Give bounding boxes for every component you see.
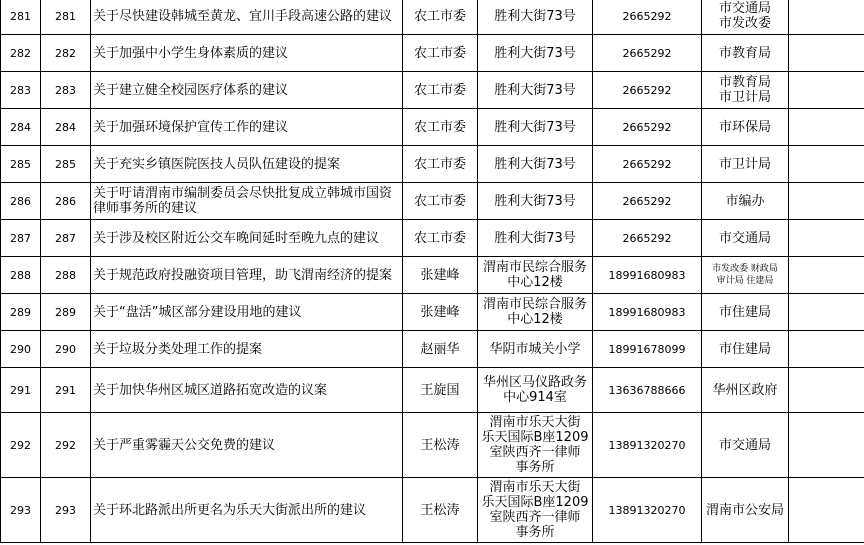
row-dept-cell: 市交通局 xyxy=(702,220,789,257)
row-seq-cell: 290 xyxy=(1,331,41,368)
row-phone-cell: 2665292 xyxy=(593,146,702,183)
row-address-cell: 胜利大街73号 xyxy=(478,0,593,35)
row-id-cell: 290 xyxy=(41,331,91,368)
row-dept-cell: 市交通局 市发改委 xyxy=(702,0,789,35)
row-address-cell: 渭南市民综合服务中心12楼 xyxy=(478,257,593,294)
row-id-cell: 292 xyxy=(41,413,91,478)
row-proposer-cell: 赵丽华 xyxy=(403,331,478,368)
row-title-cell: 关于“盘活”城区部分建设用地的建议 xyxy=(91,294,403,331)
table-row xyxy=(1,294,864,331)
row-id-cell: 293 xyxy=(41,478,91,543)
row-proposer-cell: 张建峰 xyxy=(403,257,478,294)
row-phone-cell: 13636788666 xyxy=(593,368,702,413)
row-empty-cell xyxy=(789,109,864,146)
row-proposer-cell: 农工市委 xyxy=(403,0,478,35)
row-proposer-cell: 农工市委 xyxy=(403,109,478,146)
table-row xyxy=(1,413,864,478)
table-row xyxy=(1,146,864,183)
row-phone-cell: 13891320270 xyxy=(593,478,702,543)
row-dept-cell: 市住建局 xyxy=(702,331,789,368)
row-phone-cell: 2665292 xyxy=(593,35,702,72)
row-seq-cell: 288 xyxy=(1,257,41,294)
table-row xyxy=(1,220,864,257)
row-title-cell: 关于涉及校区附近公交车晚间延时至晚九点的建议 xyxy=(91,220,403,257)
row-address-cell: 胜利大街73号 xyxy=(478,146,593,183)
row-empty-cell xyxy=(789,294,864,331)
row-phone-cell: 13891320270 xyxy=(593,413,702,478)
row-phone-cell: 2665292 xyxy=(593,183,702,220)
row-id-cell: 281 xyxy=(41,0,91,35)
row-address-cell: 渭南市乐天大街 乐天国际B座1209 室陕西齐一律师 事务所 xyxy=(478,413,593,478)
row-dept-cell: 市教育局 xyxy=(702,35,789,72)
row-empty-cell xyxy=(789,183,864,220)
row-proposer-cell: 农工市委 xyxy=(403,146,478,183)
row-dept-cell: 市环保局 xyxy=(702,109,789,146)
row-address-cell: 渭南市民综合服务中心12楼 xyxy=(478,294,593,331)
row-title-cell: 关于建立健全校园医疗体系的建议 xyxy=(91,72,403,109)
row-seq-cell: 282 xyxy=(1,35,41,72)
row-title-cell: 关于加快华州区城区道路拓宽改造的议案 xyxy=(91,368,403,413)
row-seq-cell: 283 xyxy=(1,72,41,109)
row-title-cell: 关于尽快建设韩城至黄龙、宜川手段高速公路的建议 xyxy=(91,0,403,35)
table-row xyxy=(1,109,864,146)
row-address-cell: 胜利大街73号 xyxy=(478,220,593,257)
row-proposer-cell: 农工市委 xyxy=(403,35,478,72)
row-id-cell: 285 xyxy=(41,146,91,183)
row-seq-cell: 285 xyxy=(1,146,41,183)
row-title-cell: 关于充实乡镇医院医技人员队伍建设的提案 xyxy=(91,146,403,183)
row-title-cell: 关于环北路派出所更名为乐天大街派出所的建议 xyxy=(91,478,403,543)
row-address-cell: 华阴市城关小学 xyxy=(478,331,593,368)
row-seq-cell: 287 xyxy=(1,220,41,257)
row-dept-cell: 市编办 xyxy=(702,183,789,220)
row-dept-cell: 市卫计局 xyxy=(702,146,789,183)
row-id-cell: 283 xyxy=(41,72,91,109)
row-empty-cell xyxy=(789,0,864,35)
row-empty-cell xyxy=(789,331,864,368)
row-title-cell: 关于吁请渭南市编制委员会尽快批复成立韩城市国资律师事务所的建议 xyxy=(91,183,403,220)
row-dept-cell: 渭南市公安局 xyxy=(702,478,789,543)
row-phone-cell: 18991678099 xyxy=(593,331,702,368)
table-row xyxy=(1,0,864,35)
row-address-cell: 渭南市乐天大街 乐天国际B座1209 室陕西齐一律师 事务所 xyxy=(478,478,593,543)
row-dept-cell: 市教育局 市卫计局 xyxy=(702,72,789,109)
table-row xyxy=(1,72,864,109)
row-empty-cell xyxy=(789,368,864,413)
row-title-cell: 关于加强环境保护宣传工作的建议 xyxy=(91,109,403,146)
table-row xyxy=(1,35,864,72)
row-empty-cell xyxy=(789,72,864,109)
row-id-cell: 286 xyxy=(41,183,91,220)
row-seq-cell: 293 xyxy=(1,478,41,543)
row-phone-cell: 2665292 xyxy=(593,72,702,109)
row-empty-cell xyxy=(789,35,864,72)
row-seq-cell: 291 xyxy=(1,368,41,413)
row-phone-cell: 2665292 xyxy=(593,109,702,146)
row-seq-cell: 286 xyxy=(1,183,41,220)
row-address-cell: 胜利大街73号 xyxy=(478,72,593,109)
row-title-cell: 关于规范政府投融资项目管理，助飞渭南经济的提案 xyxy=(91,257,403,294)
row-phone-cell: 2665292 xyxy=(593,0,702,35)
row-seq-cell: 281 xyxy=(1,0,41,35)
row-empty-cell xyxy=(789,478,864,543)
row-proposer-cell: 王松涛 xyxy=(403,413,478,478)
row-address-cell: 胜利大街73号 xyxy=(478,35,593,72)
row-id-cell: 287 xyxy=(41,220,91,257)
row-proposer-cell: 王松涛 xyxy=(403,478,478,543)
row-seq-cell: 289 xyxy=(1,294,41,331)
row-empty-cell xyxy=(789,257,864,294)
row-dept-cell: 华州区政府 xyxy=(702,368,789,413)
table-row xyxy=(1,257,864,294)
row-dept-cell: 市交通局 xyxy=(702,413,789,478)
row-id-cell: 291 xyxy=(41,368,91,413)
row-phone-cell: 2665292 xyxy=(593,220,702,257)
table-row xyxy=(1,368,864,413)
table-row xyxy=(1,331,864,368)
row-id-cell: 289 xyxy=(41,294,91,331)
row-dept-cell: 市住建局 xyxy=(702,294,789,331)
row-empty-cell xyxy=(789,146,864,183)
row-address-cell: 华州区马仪路政务中心914室 xyxy=(478,368,593,413)
row-id-cell: 284 xyxy=(41,109,91,146)
row-title-cell: 关于垃圾分类处理工作的提案 xyxy=(91,331,403,368)
table-row xyxy=(1,183,864,220)
row-empty-cell xyxy=(789,220,864,257)
row-proposer-cell: 农工市委 xyxy=(403,220,478,257)
row-proposer-cell: 农工市委 xyxy=(403,72,478,109)
row-empty-cell xyxy=(789,413,864,478)
row-phone-cell: 18991680983 xyxy=(593,294,702,331)
row-seq-cell: 292 xyxy=(1,413,41,478)
row-id-cell: 288 xyxy=(41,257,91,294)
table-row xyxy=(1,478,864,543)
row-address-cell: 胜利大街73号 xyxy=(478,109,593,146)
row-dept-cell: 市发改委 财政局 审计局 住建局 xyxy=(702,257,789,294)
row-title-cell: 关于加强中小学生身体素质的建议 xyxy=(91,35,403,72)
row-proposer-cell: 王旋国 xyxy=(403,368,478,413)
row-address-cell: 胜利大街73号 xyxy=(478,183,593,220)
row-id-cell: 282 xyxy=(41,35,91,72)
row-phone-cell: 18991680983 xyxy=(593,257,702,294)
row-proposer-cell: 张建峰 xyxy=(403,294,478,331)
row-seq-cell: 284 xyxy=(1,109,41,146)
row-proposer-cell: 农工市委 xyxy=(403,183,478,220)
row-title-cell: 关于严重雾霾天公交免费的建议 xyxy=(91,413,403,478)
